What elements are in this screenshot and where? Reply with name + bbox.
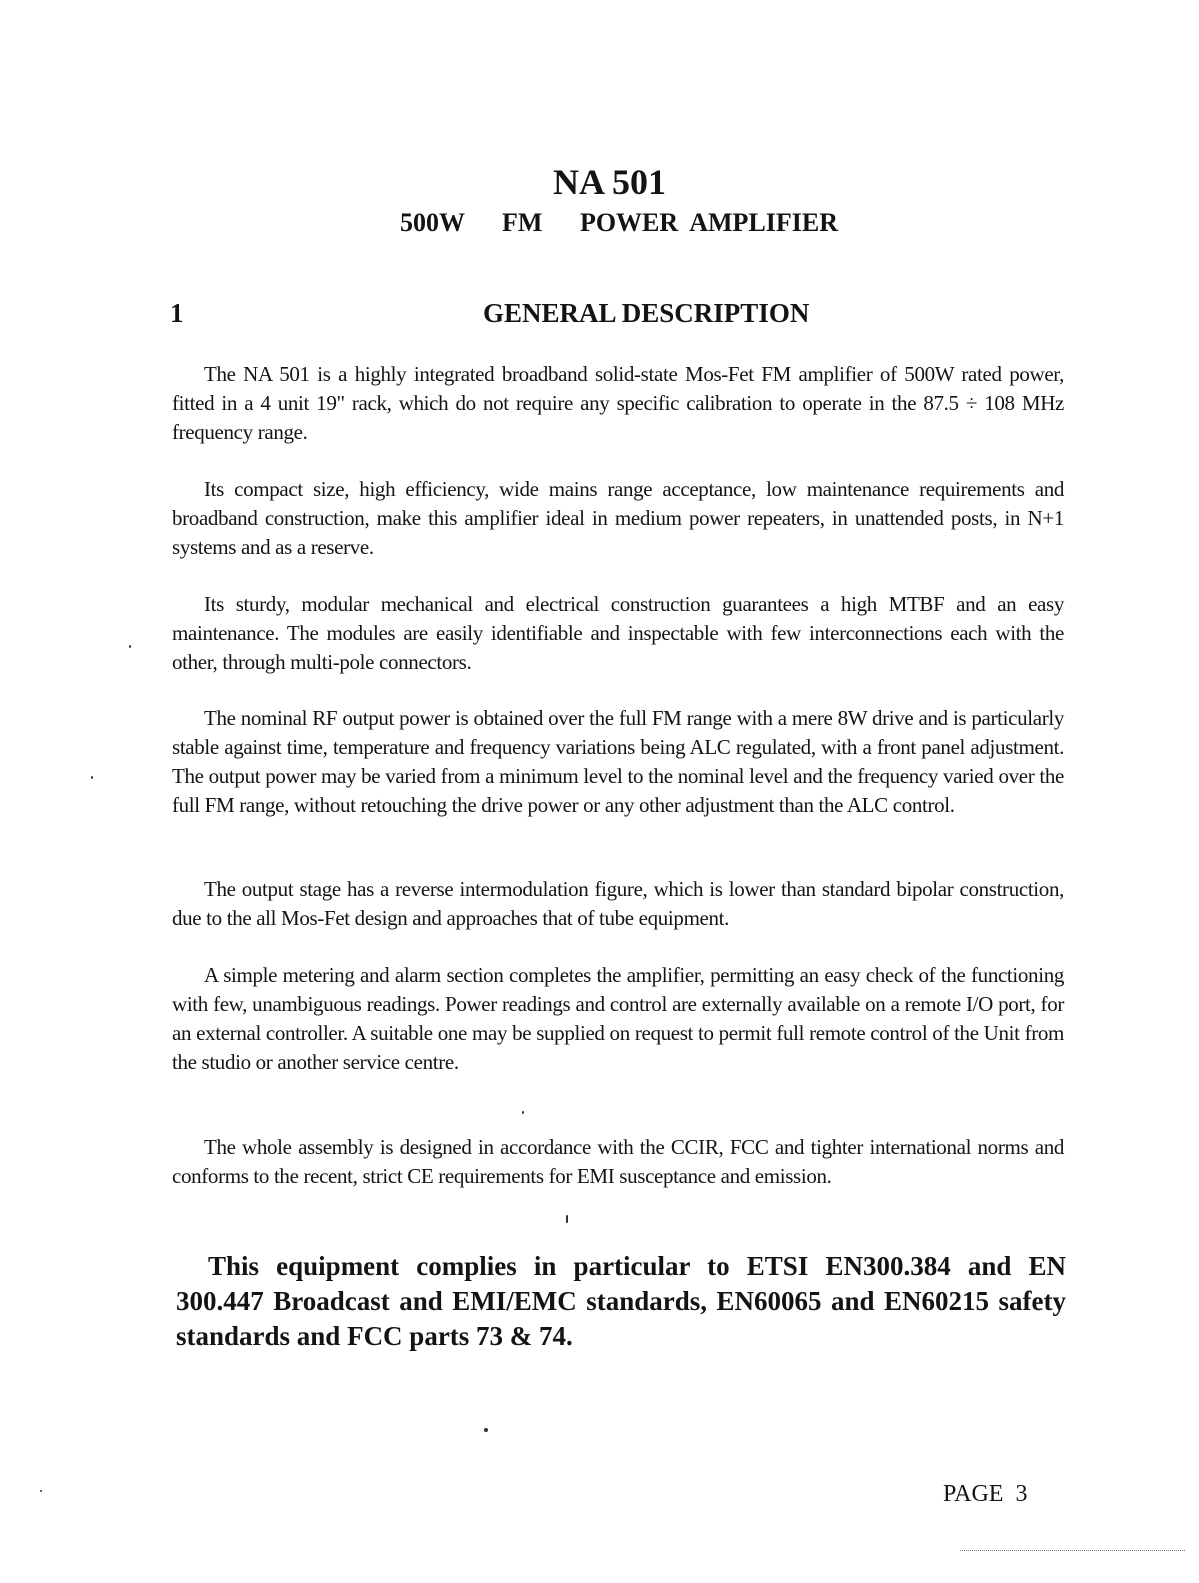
paragraph-overview: The NA 501 is a highly integrated broadband solid-state Mos-Fet FM amplifier of 500W rated power, fitted in a 4 unit 19" rack, which do not require any specific calibration to operate in the 87.5 ÷ 108 MHz frequency range. [172,362,1064,444]
paragraph-rf-output: The nominal RF output power is obtained over the full FM range with a mere 8W drive and is particularly stable against time, temperature and frequency variations being ALC regulated, with a front panel adjustment. The output power may be varied from a minimum level to the nominal level and the frequency varied over the full FM range, without retouching the drive power or any other adjustment than the ALC control. [172,706,1064,817]
paragraph-construction: Its sturdy, modular mechanical and electrical construction guarantees a high MTBF and an easy maintenance. The modules are easily identifiable and inspectable with few interconnections each with the other, through multi-pole connectors. [172,592,1064,674]
paragraph-output-stage: The output stage has a reverse intermodulation figure, which is lower than standard bipolar construction, due to the all Mos-Fet design and approaches that of tube equipment. [172,877,1064,930]
document-subtitle: 500W FM POWER AMPLIFIER [400,208,839,237]
scan-speck [484,1428,488,1432]
document-title: NA 501 [552,162,666,202]
paragraph-norms: The whole assembly is designed in accordance with the CCIR, FCC and tighter international norms and conforms to the recent, strict CE requirements for EMI susceptance and emission. [172,1135,1064,1188]
compliance-statement: This equipment complies in particular to ETSI EN300.384 and EN 300.447 Broadcast and EMI/EMC standards, EN60065 and EN60215 safety standards and FCC parts 73 & 74. [176,1251,1066,1351]
paragraph-metering: A simple metering and alarm section completes the amplifier, permitting an easy check of the functioning with few, unambiguous readings. Power readings and control are externally available on a remote I/O port, for an external controller. A suitable one may be supplied on request to permit full remote control of the Unit from the studio or another service centre. [172,963,1064,1074]
scan-speck [91,776,93,779]
footer-rule [960,1550,1185,1551]
scan-speck [566,1215,568,1223]
scan-speck [522,1111,524,1114]
section-title: GENERAL DESCRIPTION [483,298,810,328]
paragraph-compact-size: Its compact size, high efficiency, wide mains range acceptance, low maintenance requirements and broadband construction, make this amplifier ideal in medium power repeaters, in unattended posts, in N+1 systems and as a reserve. [172,477,1064,559]
page-number: PAGE 3 [943,1481,1028,1507]
scan-speck [129,645,131,648]
section-number: 1 [170,298,184,328]
scan-speck [40,1490,42,1492]
